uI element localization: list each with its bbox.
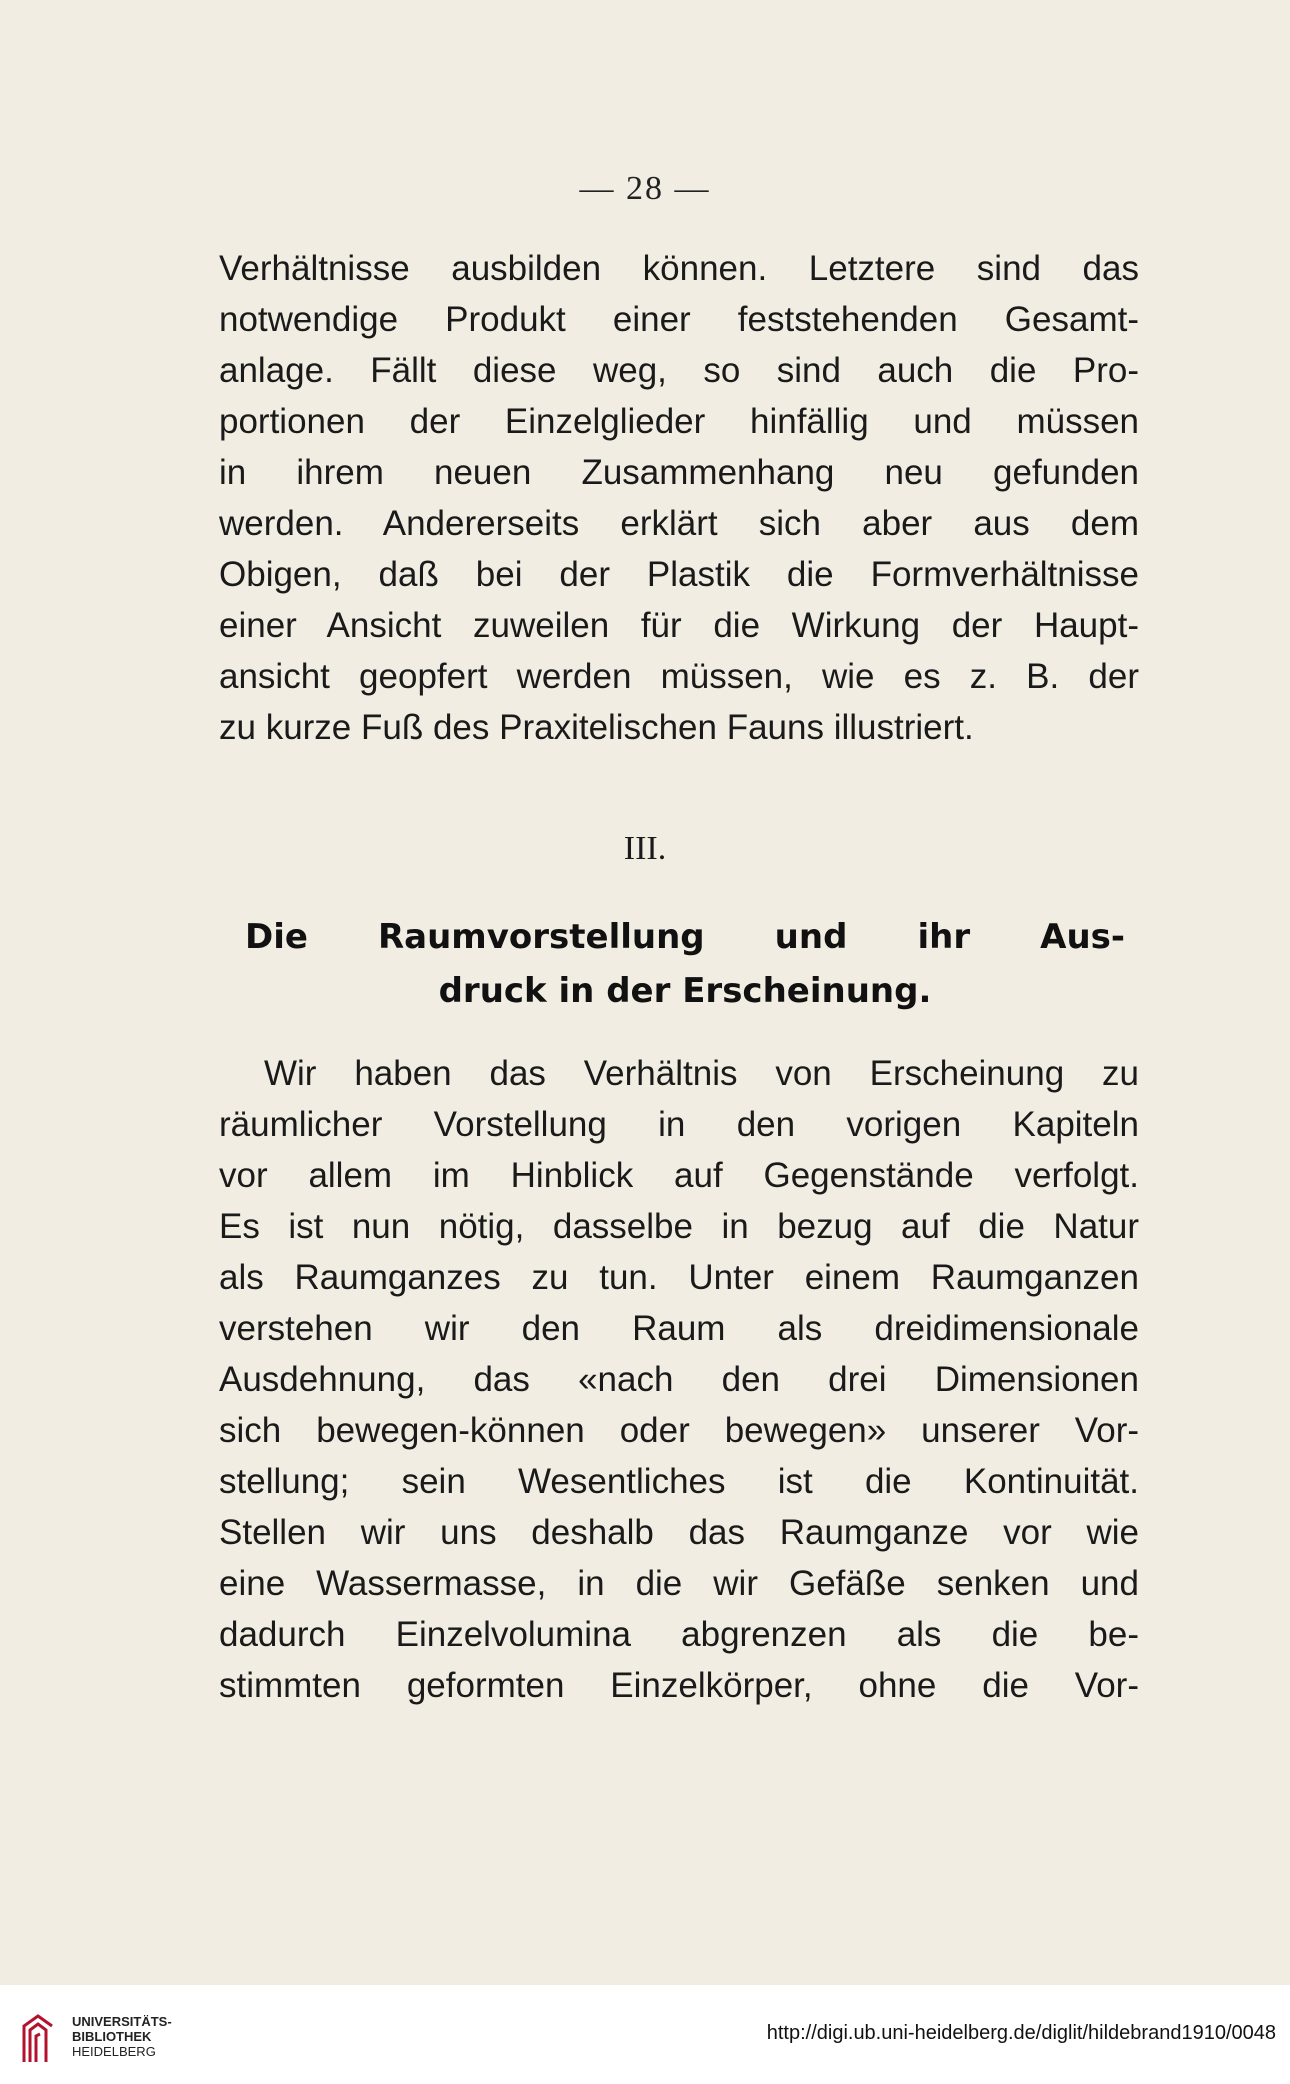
text-line: einer Ansicht zuweilen für die Wirkung der Haupt- — [219, 606, 1139, 645]
text-line: dadurch Einzelvolumina abgrenzen als die be- — [219, 1615, 1139, 1654]
text-line: Verhältnisse ausbilden können. Letztere sind das — [219, 249, 1139, 288]
ub-heidelberg-logo-icon — [16, 2012, 56, 2064]
text-line: stimmten geformten Einzelkörper, ohne die Vor- — [219, 1666, 1139, 1705]
library-name-line-3: HEIDELBERG — [72, 2044, 156, 2059]
library-name-line-1: UNIVERSITÄTS- — [72, 2014, 172, 2029]
paragraph-2 — [219, 1048, 1139, 1711]
heading-line-1: Die Raumvorstellung und ihr Aus- — [245, 917, 1125, 957]
library-name-line-2: BIBLIOTHEK — [72, 2029, 152, 2044]
text-line: portionen der Einzelglieder hinfällig und müssen — [219, 402, 1139, 441]
text-line: als Raumganzes zu tun. Unter einem Raumganzen — [219, 1258, 1139, 1297]
section-heading — [245, 910, 1125, 1018]
text-line: Wir haben das Verhältnis von Erscheinung zu — [264, 1054, 1139, 1093]
text-line: Stellen wir uns deshalb das Raumganze vor wie — [219, 1513, 1139, 1552]
source-url-link[interactable]: http://digi.ub.uni-heidelberg.de/diglit/hildebrand1910/0048 — [766, 2022, 1276, 2044]
heading-line-2: druck in der Erscheinung. — [438, 971, 932, 1011]
paragraph-1 — [219, 243, 1139, 753]
text-line: vor allem im Hinblick auf Gegenstände verfolgt. — [219, 1156, 1139, 1195]
text-line: ansicht geopfert werden müssen, wie es z. B. der — [219, 657, 1139, 696]
text-line: zu kurze Fuß des Praxitelischen Fauns illustriert. — [219, 708, 974, 747]
text-line: werden. Andererseits erklärt sich aber aus dem — [219, 504, 1139, 543]
section-number: III. — [623, 830, 667, 867]
text-line: sich bewegen-können oder bewegen» unserer Vor- — [219, 1411, 1139, 1450]
page-number: — 28 — — [579, 170, 711, 207]
text-line: notwendige Produkt einer feststehenden Gesamt- — [219, 300, 1139, 339]
text-line: Obigen, daß bei der Plastik die Formverhältnisse — [219, 555, 1139, 594]
text-line: verstehen wir den Raum als dreidimensionale — [219, 1309, 1139, 1348]
text-line: eine Wassermasse, in die wir Gefäße senken und — [219, 1564, 1139, 1603]
text-line: Ausdehnung, das «nach den drei Dimensionen — [219, 1360, 1139, 1399]
text-line: anlage. Fällt diese weg, so sind auch die Pro- — [219, 351, 1139, 390]
text-line: Es ist nun nötig, dasselbe in bezug auf die Natur — [219, 1207, 1139, 1246]
text-line: stellung; sein Wesentliches ist die Kontinuität. — [219, 1462, 1139, 1501]
text-line: in ihrem neuen Zusammenhang neu gefunden — [219, 453, 1139, 492]
text-line: räumlicher Vorstellung in den vorigen Kapiteln — [219, 1105, 1139, 1144]
library-name — [72, 2014, 172, 2059]
